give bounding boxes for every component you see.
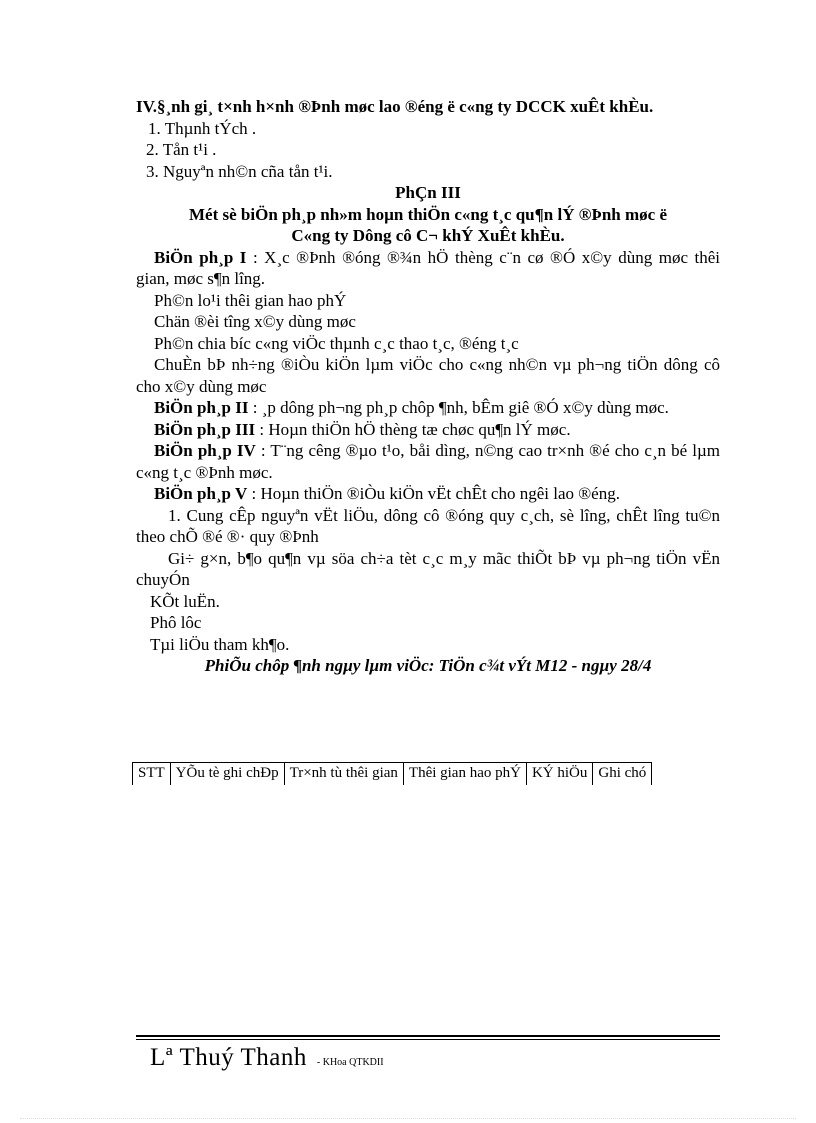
- closing-conclusion: KÕt luËn.: [150, 591, 220, 611]
- measure-5-sub: Gi÷ g×n, b¶o qu¶n vµ söa ch÷a tèt c¸c m¸y mãc thiÕt bÞ vµ ph¬ng tiÖn vËn chuyÓn: [136, 548, 720, 589]
- page-footer: [150, 1044, 384, 1072]
- footer-dept: - KHoa QTKDII: [316, 1057, 384, 1068]
- header-stt: STT: [133, 763, 171, 786]
- measure-5-text: : Hoµn thiÖn ®iÒu kiÖn vËt chÊt cho ngêi lao ®éng.: [247, 484, 620, 503]
- closing-references: Tµi liÖu tham kh¶o.: [150, 634, 290, 654]
- part-subtitle-2: C«ng ty Dông cô C¬ khÝ XuÊt khÈu.: [291, 226, 565, 245]
- table-header-row: [133, 763, 652, 786]
- measure-2-text: : ¸p dông ph¬ng ph¸p chôp ¶nh, bÊm giê ®Ó x©y dùng møc.: [248, 398, 669, 417]
- measure-5: [136, 483, 720, 505]
- closing-appendix: Phô lôc: [150, 613, 202, 632]
- header-time-consumed: Thêi gian hao phÝ: [403, 763, 526, 786]
- part-title: PhÇn III: [395, 183, 461, 202]
- measure-2-label: BiÖn ph¸p II: [154, 398, 249, 417]
- page-bottom-edge: [20, 1118, 796, 1119]
- footer-author: Lª Thuý Thanh: [150, 1044, 307, 1071]
- section-item-1: 1. Thµnh tÝch .: [148, 118, 257, 138]
- measure-3-text: : Hoµn thiÖn hÖ thèng tæ chøc qu¶n lÝ møc.: [255, 419, 571, 439]
- measure-4-label: BiÖn ph¸p IV: [154, 441, 256, 460]
- section-item-2: 2. Tån t¹i .: [146, 140, 217, 159]
- header-symbol: KÝ hiÖu: [526, 763, 592, 786]
- document-body: [136, 96, 720, 677]
- measure-4: [136, 440, 720, 483]
- header-notes: Ghi chó: [593, 763, 652, 786]
- measure-1-sub-2: Chän ®èi tîng x©y dùng møc: [154, 312, 356, 331]
- footer-rule-thick: [136, 1035, 720, 1037]
- part-subtitle-1: Mét sè biÖn ph¸p nh»m hoµn thiÖn c«ng t¸c qu¶n lÝ ®Þnh møc ë: [189, 204, 667, 224]
- measure-1-sub-3: Ph©n chia bíc c«ng viÖc thµnh c¸c thao t¸c, ®éng t¸c: [154, 333, 519, 353]
- header-time-sequence: Tr×nh tù thêi gian: [284, 763, 403, 786]
- sheet-caption: PhiÕu chôp ¶nh ngµy lµm viÖc: TiÖn c¾t vÝt M12 - ngµy 28/4: [204, 656, 652, 675]
- measure-1: [136, 247, 720, 290]
- measure-5-item: 1. Cung cÊp nguyªn vËt liÖu, dông cô ®óng quy c¸ch, sè lîng, chÊt lîng tu©n theo chÕ ®é ®· quy ®Þnh: [136, 505, 720, 546]
- measure-3-label: BiÖn ph¸p III: [154, 419, 256, 439]
- measure-4-text: : T¨ng cêng ®µo t¹o, båi dìng, n©ng cao tr×nh ®é cho c¸n bé lµm c«ng t¸c ®Þnh møc.: [136, 441, 720, 482]
- measure-1-text: : X¸c ®Þnh ®óng ®¾n hÖ thèng c¨n cø ®Ó x©y dùng møc thêi gian, møc s¶n lîng.: [136, 247, 720, 288]
- footer-rule-thin: [136, 1039, 720, 1040]
- time-log-table: [132, 762, 652, 785]
- measure-1-sub-4: ChuÈn bÞ nh÷ng ®iÒu kiÖn lµm viÖc cho c«ng nh©n vµ ph¬ng tiÖn dông cô cho x©y dùng møc: [136, 355, 720, 396]
- section-item-3: 3. Nguyªn nh©n cña tån t¹i.: [146, 161, 333, 181]
- header-element: YÕu tè ghi chÐp: [170, 763, 284, 786]
- measure-2: [136, 397, 720, 419]
- measure-5-label: BiÖn ph¸p V: [154, 484, 248, 503]
- measure-1-label: BiÖn ph¸p I: [154, 247, 247, 267]
- measure-3: [136, 419, 720, 441]
- section-heading: IV.§¸nh gi¸ t×nh h×nh ®Þnh møc lao ®éng ë c«ng ty DCCK xuÊt khÈu.: [136, 97, 654, 116]
- measure-1-sub-1: Ph©n lo¹i thêi gian hao phÝ: [154, 290, 347, 310]
